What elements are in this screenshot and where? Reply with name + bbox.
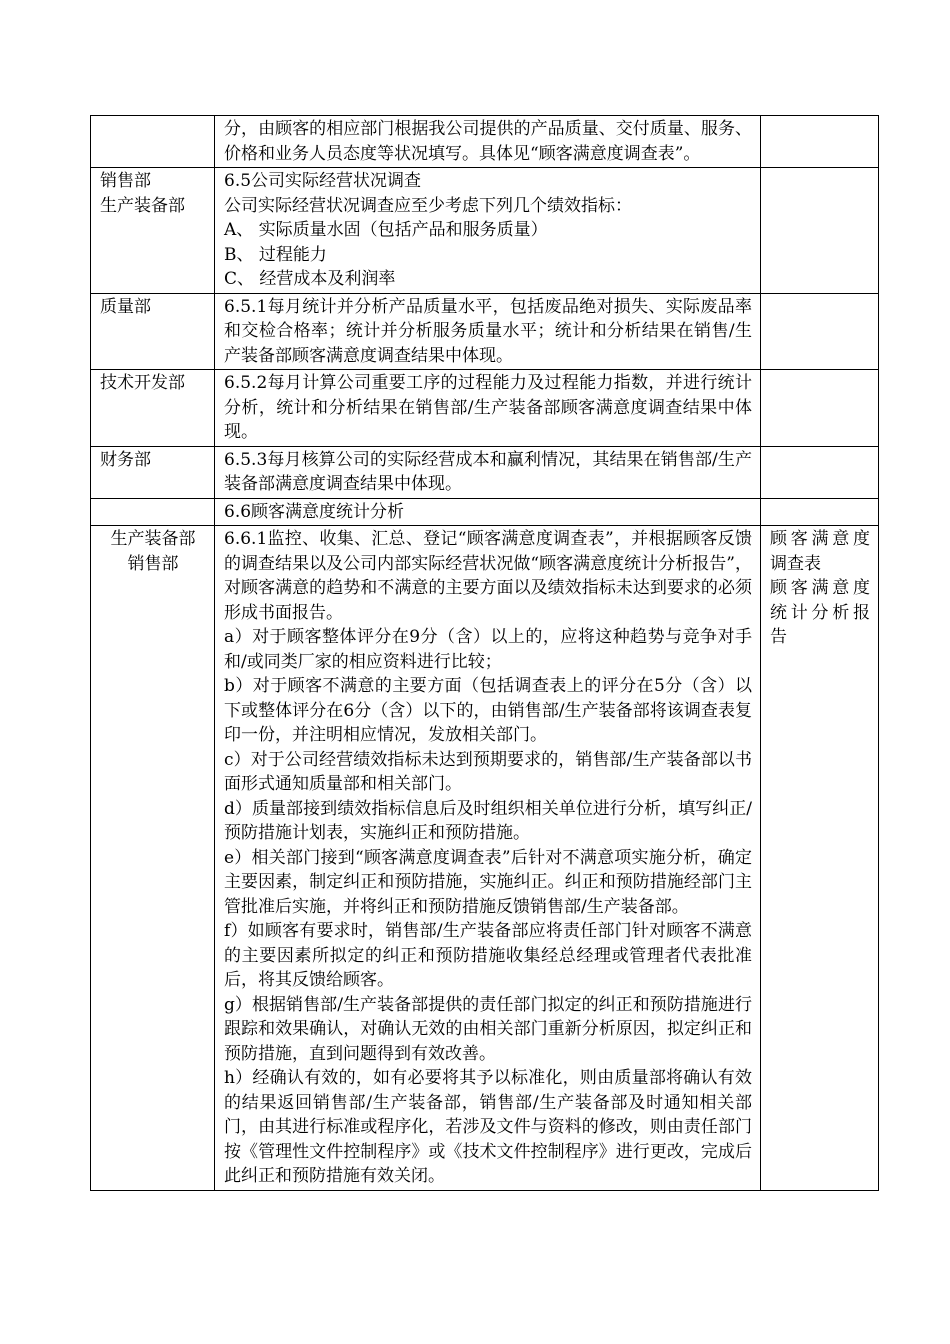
list-item: B、 过程能力 bbox=[224, 244, 327, 265]
content-text: 分，由顾客的相应部门根据我公司提供的产品质量、交付质量、服务、价格和业务人员态度等状况填写。具体见“顾客满意度调查表”。 bbox=[224, 119, 752, 164]
dept-cell bbox=[91, 370, 215, 447]
list-item: e）相关部门接到“顾客满意度调查表”后针对不满意项实施分析，确定主要因素，制定纠正和预防措施，实施纠正。纠正和预防措施经部门主管批准后实施，并将纠正和预防措施反馈销售部/生产装备部。 bbox=[224, 847, 752, 917]
content-text: 6.5.2每月计算公司重要工序的过程能力及过程能力指数，并进行统计分析，统计和分析结果在销售部/生产装备部顾客满意度调查结果中体现。 bbox=[224, 373, 752, 442]
content-cell bbox=[215, 498, 761, 526]
record-cell bbox=[761, 446, 879, 498]
content-text: 6.6.1监控、收集、汇总、登记“顾客满意度调查表”，并根据顾客反馈的调查结果以及公司内部实际经营状况做“顾客满意度统计分析报告”，对顾客满意的趋势和不满意的主要方面以及绩效指标未达到要求的必须形成书面报告。 bbox=[224, 529, 752, 623]
content-cell bbox=[215, 526, 761, 1191]
list-item: g）根据销售部/生产装备部提供的责任部门拟定的纠正和预防措施进行跟踪和效果确认，对确认无效的由相关部门重新分析原因，拟定纠正和预防措施，直到问题得到有效改善。 bbox=[224, 994, 752, 1064]
dept-name: 销售部 bbox=[100, 171, 151, 191]
record-cell bbox=[761, 168, 879, 294]
content-cell bbox=[215, 370, 761, 447]
dept-name: 生产装备部 bbox=[100, 195, 185, 216]
dept-cell bbox=[91, 526, 215, 1191]
content-text: 6.5.1每月统计并分析产品质量水平，包括废品绝对损失、实际废品率和交检合格率；统计并分析服务质量水平；统计和分析结果在销售/生产装备部顾客满意度调查结果中体现。 bbox=[224, 296, 752, 366]
table-row bbox=[91, 498, 879, 526]
record-cell bbox=[761, 370, 879, 447]
dept-cell bbox=[91, 446, 215, 498]
dept-name: 技术开发部 bbox=[100, 373, 185, 393]
record-name: 顾客满意度统计分析报告 bbox=[770, 578, 870, 647]
content-cell bbox=[215, 168, 761, 294]
section-heading: 6.5公司实际经营状况调查 bbox=[224, 171, 422, 191]
dept-name: 财务部 bbox=[100, 449, 151, 470]
list-item: C、 经营成本及利润率 bbox=[224, 269, 396, 289]
list-item: a）对于顾客整体评分在9分（含）以上的，应将这种趋势与竞争对手和/或同类厂家的相应资料进行比较； bbox=[224, 627, 752, 672]
dept-cell bbox=[91, 293, 215, 370]
dept-name: 生产装备部 bbox=[110, 529, 196, 549]
dept-cell bbox=[91, 498, 215, 526]
section-heading: 6.6顾客满意度统计分析 bbox=[224, 501, 405, 522]
dept-cell bbox=[91, 116, 215, 168]
dept-cell bbox=[91, 168, 215, 294]
dept-name: 销售部 bbox=[127, 553, 179, 574]
list-item: h）经确认有效的，如有必要将其予以标准化，则由质量部将确认有效的结果返回销售部/生产装备部，销售部/生产装备部及时通知相关部门，由其进行标准或程序化，若涉及文件与资料的修改，则由责任部门按《管理性文件控制程序》或《技术文件控制程序》进行更改，完成后此纠正和预防措施有效关闭。 bbox=[224, 1068, 752, 1186]
list-item: f）如顾客有要求时，销售部/生产装备部应将责任部门针对顾客不满意的主要因素所拟定的纠正和预防措施收集经总经理或管理者代表批准后，将其反馈给顾客。 bbox=[224, 921, 752, 990]
list-item: A、 实际质量水固（包括产品和服务质量） bbox=[224, 220, 548, 240]
record-name: 顾客满意度调查表 bbox=[770, 529, 870, 574]
dept-name: 质量部 bbox=[100, 296, 151, 317]
table-row bbox=[91, 370, 879, 447]
record-cell bbox=[761, 116, 879, 168]
procedure-table bbox=[90, 115, 879, 1191]
table-row bbox=[91, 293, 879, 370]
list-item: d）质量部接到绩效指标信息后及时组织相关单位进行分析，填写纠正/预防措施计划表，实施纠正和预防措施。 bbox=[224, 798, 752, 843]
content-cell bbox=[215, 293, 761, 370]
content-text: 公司实际经营状况调查应至少考虑下列几个绩效指标： bbox=[224, 195, 632, 216]
record-cell bbox=[761, 526, 879, 1191]
content-cell bbox=[215, 116, 761, 168]
list-item: b）对于顾客不满意的主要方面（包括调查表上的评分在5分（含）以下或整体评分在6分（含）以下的，由销售部/生产装备部将该调查表复印一份，并注明相应情况，发放相关部门。 bbox=[224, 676, 752, 745]
table-row bbox=[91, 168, 879, 294]
table-row bbox=[91, 446, 879, 498]
table-row bbox=[91, 526, 879, 1191]
content-text: 6.5.3每月核算公司的实际经营成本和赢利情况，其结果在销售部/生产装备部满意度调查结果中体现。 bbox=[224, 449, 752, 494]
record-cell bbox=[761, 498, 879, 526]
list-item: c）对于公司经营绩效指标未达到预期要求的，销售部/生产装备部以书面形式通知质量部和相关部门。 bbox=[224, 749, 752, 794]
content-cell bbox=[215, 446, 761, 498]
table-row bbox=[91, 116, 879, 168]
record-cell bbox=[761, 293, 879, 370]
